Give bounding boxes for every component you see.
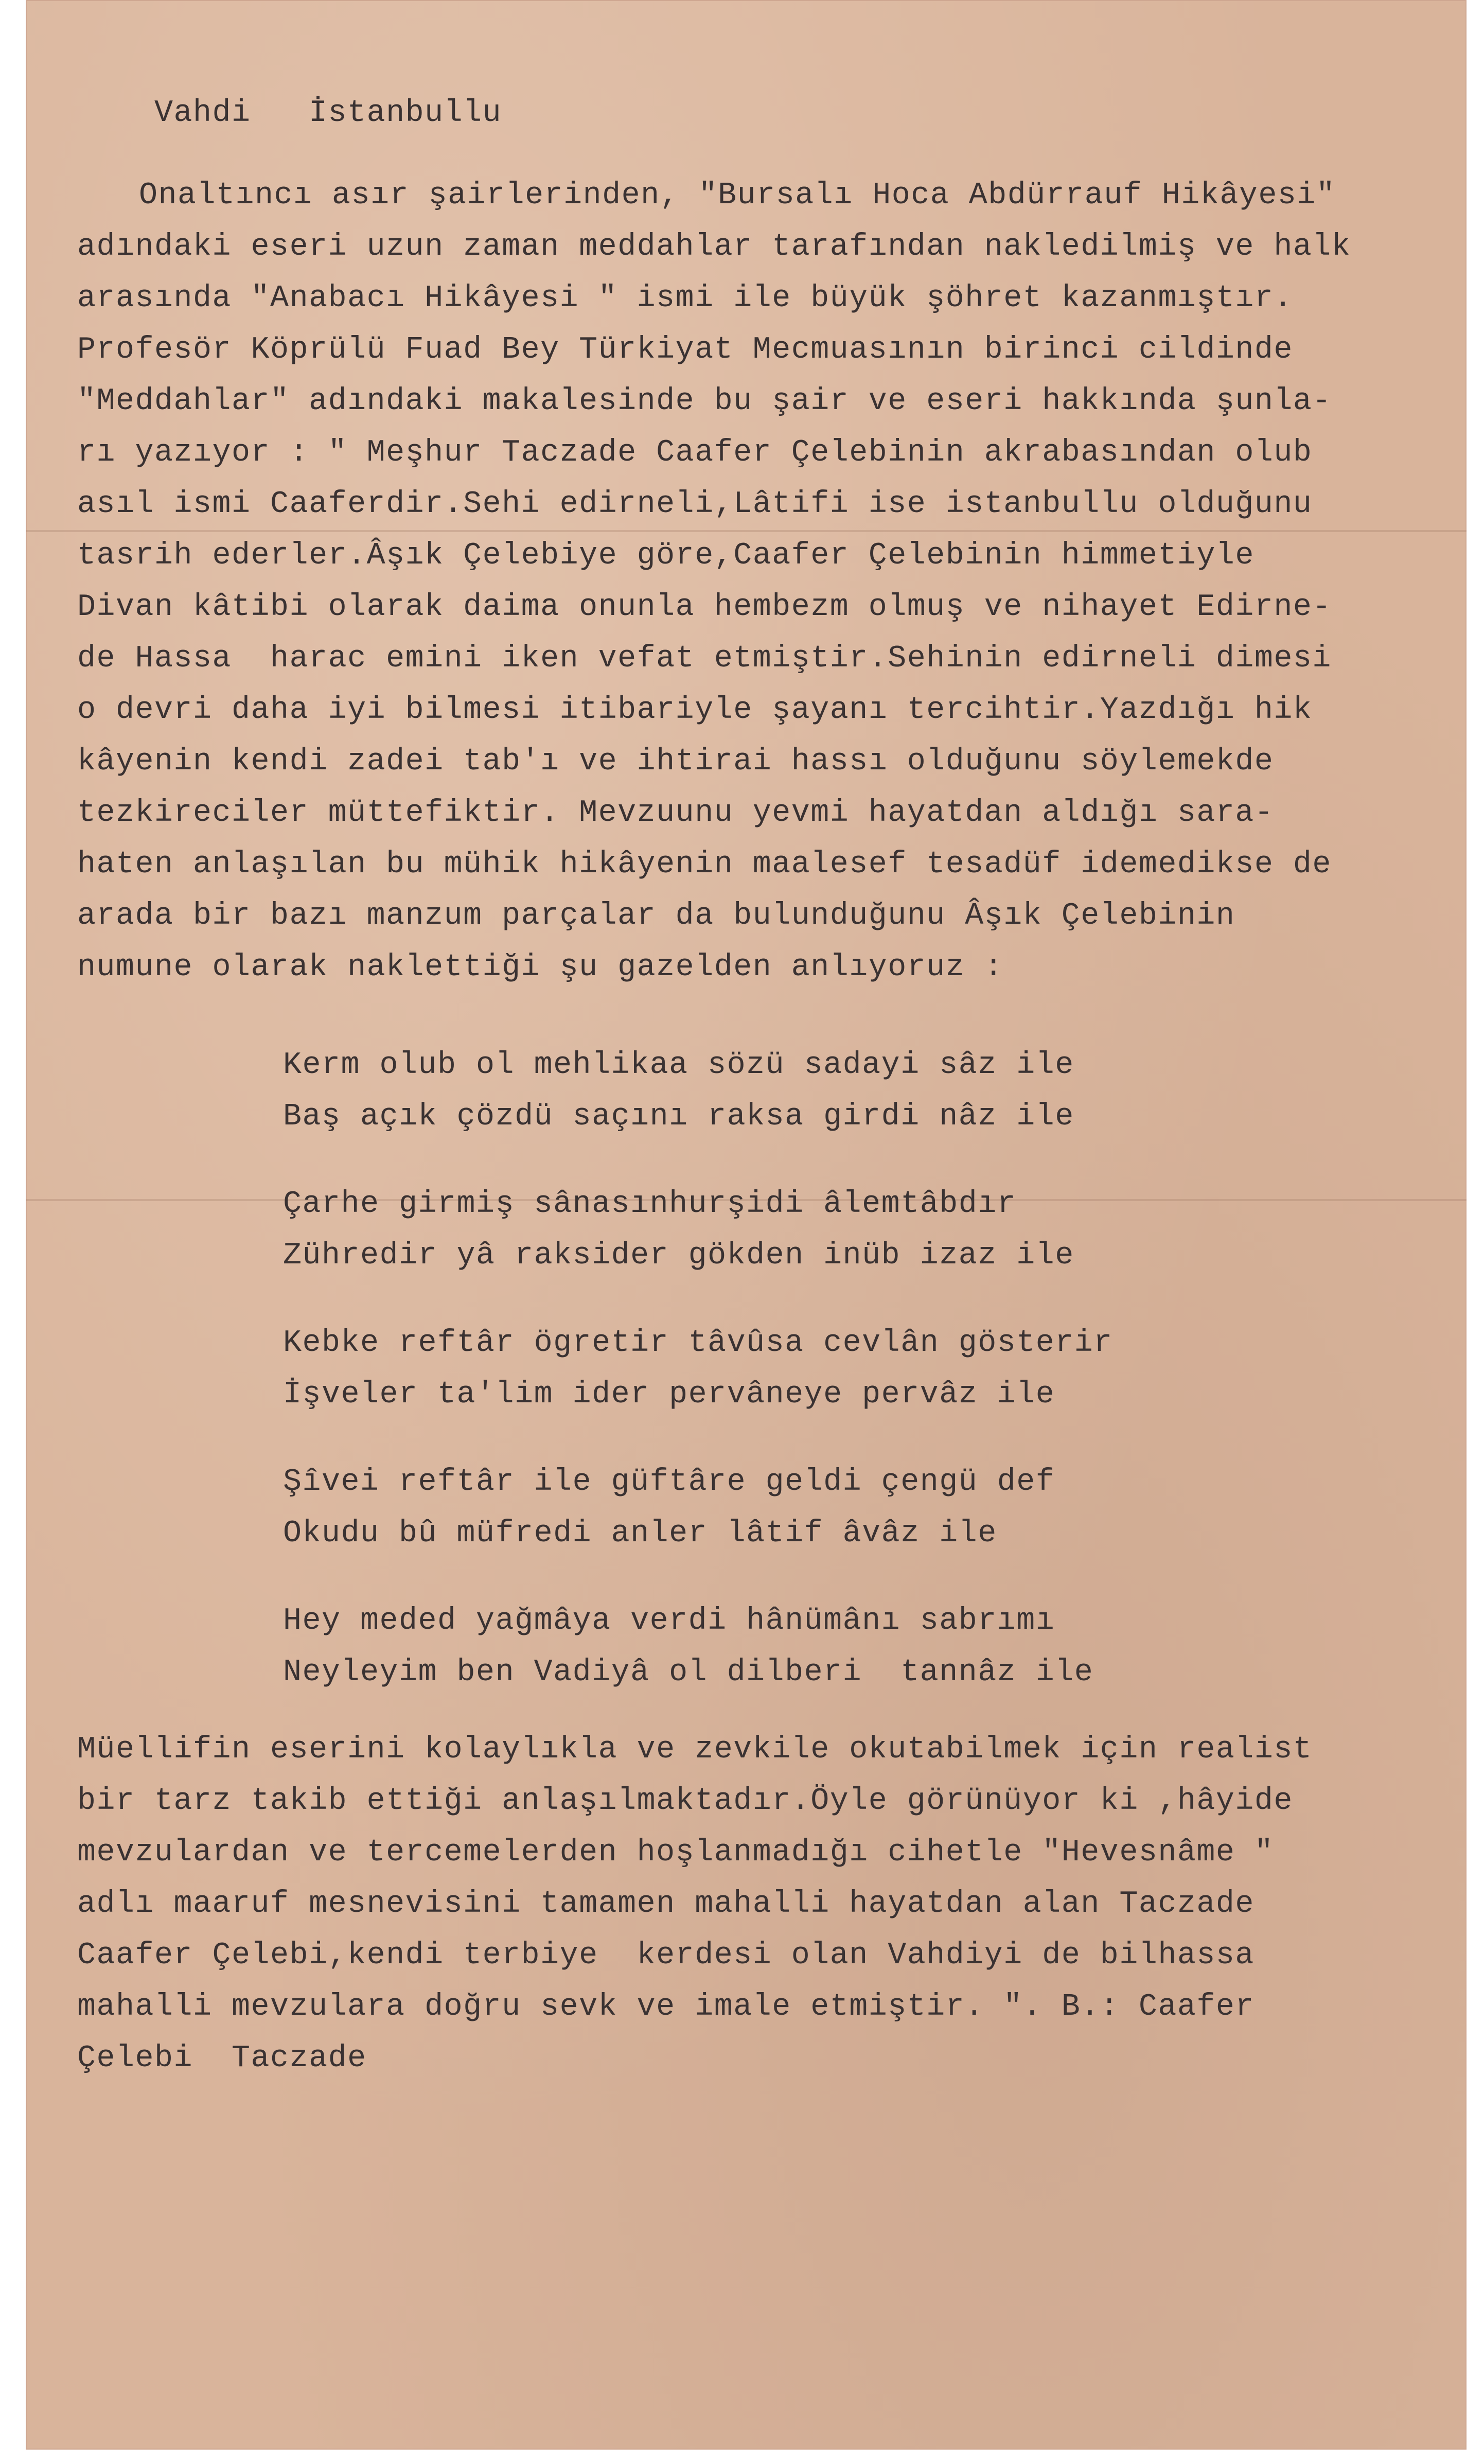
- page-title: Vahdi İstanbullu: [154, 96, 502, 131]
- typewritten-page: [26, 0, 1467, 2450]
- page-text: [26, 0, 1467, 2450]
- paragraph-line: arada bir bazı manzum parçalar da bulunduğunu Âşık Çelebinin: [77, 899, 1235, 934]
- paragraph-line: Çelebi Taczade: [77, 2041, 367, 2076]
- paragraph-line: adlı maaruf mesnevisini tamamen mahalli hayatdan alan Taczade: [77, 1887, 1255, 1922]
- paragraph-line: arasında "Anabacı Hikâyesi " ismi ile büyük şöhret kazanmıştır.: [77, 281, 1293, 316]
- poem-line: Şîvei reftâr ile güftâre geldi çengü def: [283, 1465, 1055, 1500]
- poem-line: Kebke reftâr ögretir tâvûsa cevlân gösterir: [283, 1326, 1113, 1361]
- paragraph-line: haten anlaşılan bu mühik hikâyenin maalesef tesadüf idemedikse de: [77, 847, 1332, 882]
- poem-line: Zühredir yâ raksider gökden inüb izaz ile: [283, 1238, 1074, 1273]
- paragraph-line: rı yazıyor : " Meşhur Taczade Caafer Çelebinin akrabasından olub: [77, 435, 1313, 470]
- paragraph-line: Caafer Çelebi,kendi terbiye kerdesi olan Vahdiyi de bilhassa: [77, 1938, 1255, 1973]
- paragraph-line: asıl ismi Caaferdir.Sehi edirneli,Lâtifi ise istanbullu olduğunu: [77, 487, 1313, 522]
- poem-line: İşveler ta'lim ider pervâneye pervâz ile: [283, 1377, 1055, 1412]
- poem-line: Baş açık çözdü saçını raksa girdi nâz ile: [283, 1099, 1074, 1134]
- paragraph-line: numune olarak naklettiği şu gazelden anlıyoruz :: [77, 950, 1004, 985]
- paragraph-line: Divan kâtibi olarak daima onunla hembezm olmuş ve nihayet Edirne-: [77, 590, 1332, 625]
- paragraph-line: Profesör Köprülü Fuad Bey Türkiyat Mecmuasının birinci cildinde: [77, 332, 1293, 367]
- poem-line: Neyleyim ben Vadiyâ ol dilberi tannâz ile: [283, 1655, 1094, 1690]
- paragraph-line: o devri daha iyi bilmesi itibariyle şayanı tercihtir.Yazdığı hik: [77, 693, 1313, 728]
- paragraph-line: tasrih ederler.Âşık Çelebiye göre,Caafer Çelebinin himmetiyle: [77, 538, 1255, 573]
- poem-line: Çarhe girmiş sânasınhurşidi âlemtâbdır: [283, 1187, 1017, 1222]
- poem-line: Okudu bû müfredi anler lâtif âvâz ile: [283, 1516, 997, 1551]
- paragraph-line: adındaki eseri uzun zaman meddahlar tarafından nakledilmiş ve halk: [77, 230, 1351, 265]
- paragraph-line: de Hassa harac emini iken vefat etmiştir.Sehinin edirneli dimesi: [77, 641, 1332, 676]
- paragraph-line: mahalli mevzulara doğru sevk ve imale etmiştir. ". B.: Caafer: [77, 1990, 1255, 2025]
- paragraph-line: mevzulardan ve tercemelerden hoşlanmadığı cihetle "Hevesnâme ": [77, 1835, 1274, 1870]
- paragraph-line: tezkireciler müttefiktir. Mevzuunu yevmi hayatdan aldığı sara-: [77, 796, 1274, 831]
- paragraph-line: bir tarz takib ettiği anlaşılmaktadır.Öyle görünüyor ki ,hâyide: [77, 1784, 1293, 1819]
- paragraph-line: Onaltıncı asır şairlerinden, "Bursalı Hoca Abdürrauf Hikâyesi": [139, 178, 1336, 213]
- poem-line: Hey meded yağmâya verdi hânümânı sabrımı: [283, 1604, 1055, 1639]
- paragraph-line: Müellifin eserini kolaylıkla ve zevkile okutabilmek için realist: [77, 1732, 1313, 1767]
- paragraph-line: "Meddahlar" adındaki makalesinde bu şair ve eseri hakkında şunla-: [77, 384, 1332, 419]
- paragraph-line: kâyenin kendi zadei tab'ı ve ihtirai hassı olduğunu söylemekde: [77, 744, 1274, 779]
- poem-line: Kerm olub ol mehlikaa sözü sadayi sâz ile: [283, 1048, 1074, 1083]
